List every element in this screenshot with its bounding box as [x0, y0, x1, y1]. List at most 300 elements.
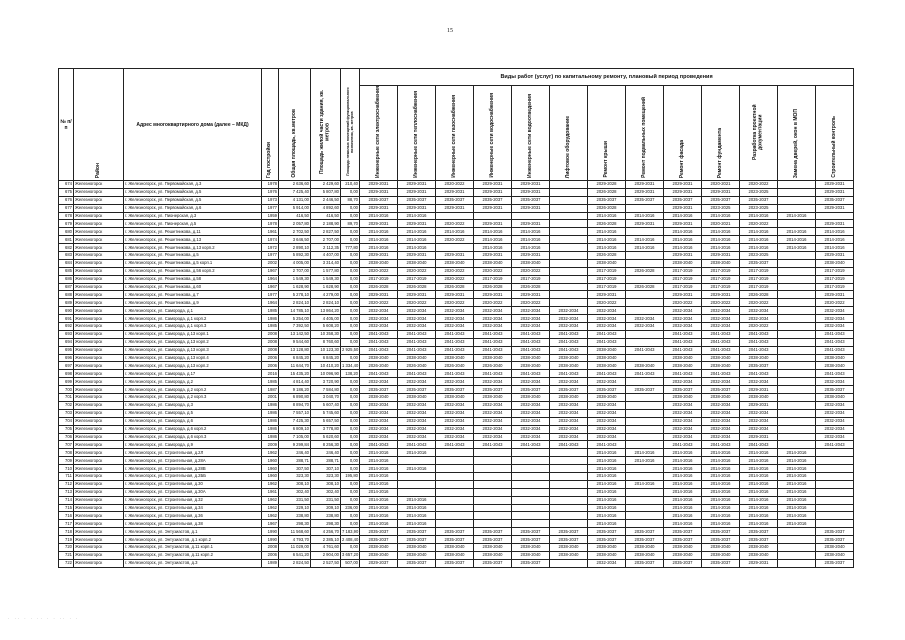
work-period-cell: 2020-2022 — [436, 220, 474, 228]
work-period-cell: 2017-2019 — [740, 283, 778, 291]
work-period-cell: 2032-2034 — [702, 425, 740, 433]
work-period-cell: 2029-2031 — [816, 291, 854, 299]
total-area-cell: 2 057,80 — [279, 220, 311, 228]
work-period-cell: 2020-2021 — [702, 181, 740, 189]
year-cell: 1985 — [262, 323, 279, 331]
work-period-cell: 2014-2016 — [474, 244, 512, 252]
year-cell: 2008 — [262, 543, 279, 551]
work-period-cell: 2041-2043 — [816, 346, 854, 354]
district-cell: Железногорск — [74, 401, 124, 409]
living-area-cell: 5 620,60 — [311, 433, 341, 441]
total-area-cell: 4 005,00 — [279, 259, 311, 267]
living-area-cell: 2 707,00 — [311, 236, 341, 244]
table-row — [59, 283, 854, 291]
work-period-cell: 2032-2034 — [702, 401, 740, 409]
work-period-cell: 2029-2031 — [702, 291, 740, 299]
work-period-cell: 2038-2040 — [512, 551, 550, 559]
total-area-cell: 3 646,50 — [279, 236, 311, 244]
table-row — [59, 409, 854, 417]
living-area-cell: 416,50 — [311, 212, 341, 220]
work-period-cell: 2014-2016 — [626, 449, 664, 457]
work-period-cell: 2014-2016 — [740, 520, 778, 528]
work-period-cell: 2035-2037 — [512, 386, 550, 394]
year-cell: 1976 — [262, 188, 279, 196]
work-period-cell: 2020-2022 — [512, 299, 550, 307]
work-period-cell: 2041-2043 — [360, 338, 398, 346]
functional-area-cell: 210,40 — [341, 181, 360, 189]
work-period-cell: 2032-2034 — [664, 315, 702, 323]
living-area-cell: 3 314,40 — [311, 259, 341, 267]
work-period-cell — [778, 362, 816, 370]
district-cell: Железногорск — [74, 409, 124, 417]
functional-area-cell: 0,00 — [341, 441, 360, 449]
work-period-cell: 2014-2016 — [626, 480, 664, 488]
row-number-cell: 709 — [59, 457, 74, 465]
work-period-cell: 2014-2016 — [664, 457, 702, 465]
table-row — [59, 307, 854, 315]
work-period-cell: 2035-2037 — [474, 196, 512, 204]
work-period-cell: 2041-2043 — [702, 338, 740, 346]
work-period-cell: 2029-2031 — [664, 220, 702, 228]
work-period-cell: 2038-2040 — [588, 354, 626, 362]
work-period-cell: 2038-2040 — [702, 259, 740, 267]
work-period-cell — [550, 559, 588, 567]
living-area-cell: 2 904,00 — [311, 551, 341, 559]
work-period-cell: 2014-2016 — [816, 228, 854, 236]
work-period-cell — [816, 480, 854, 488]
work-period-cell: 2038-2040 — [816, 543, 854, 551]
living-area-cell: 4 761,60 — [311, 543, 341, 551]
table-row — [59, 244, 854, 252]
year-cell: 2001 — [262, 394, 279, 402]
work-period-cell — [550, 480, 588, 488]
work-period-cell: 2029-2031 — [436, 188, 474, 196]
district-cell: Железногорск — [74, 386, 124, 394]
address-cell: г. Железногорск, ул. Решетникова, д.11 — [124, 228, 262, 236]
work-period-cell: 2035-2037 — [398, 559, 436, 567]
year-cell: 2008 — [262, 330, 279, 338]
work-period-cell: 2032-2034 — [474, 315, 512, 323]
work-period-cell: 2032-2034 — [588, 409, 626, 417]
work-period-cell: 2041-2043 — [702, 330, 740, 338]
work-period-cell: 2014-2016 — [588, 496, 626, 504]
year-cell: 1985 — [262, 307, 279, 315]
work-period-cell — [436, 496, 474, 504]
work-period-cell: 2014-2016 — [664, 512, 702, 520]
work-period-cell — [816, 472, 854, 480]
work-period-cell: 2041-2043 — [588, 338, 626, 346]
work-period-cell: 2041-2043 — [664, 370, 702, 378]
work-period-cell: 2014-2016 — [360, 228, 398, 236]
work-period-cell — [436, 520, 474, 528]
work-period-cell: 2029-2031 — [664, 204, 702, 212]
district-cell: Железногорск — [74, 181, 124, 189]
living-area-cell: 1 628,90 — [311, 283, 341, 291]
living-area-cell: 4 279,00 — [311, 291, 341, 299]
work-period-cell: 2014-2016 — [588, 480, 626, 488]
work-period-cell: 2029-2031 — [702, 188, 740, 196]
total-area-cell: 5 914,00 — [279, 204, 311, 212]
work-period-cell: 2014-2016 — [740, 488, 778, 496]
work-period-cell: 2038-2040 — [474, 551, 512, 559]
work-period-cell: 2035-2037 — [588, 528, 626, 536]
work-period-cell: 2038-2040 — [702, 543, 740, 551]
work-period-cell — [512, 472, 550, 480]
work-period-cell: 2032-2034 — [398, 409, 436, 417]
district-cell: Железногорск — [74, 488, 124, 496]
work-period-cell — [778, 441, 816, 449]
row-number-cell: 702 — [59, 401, 74, 409]
col-district-header: Район — [74, 69, 124, 181]
row-number-cell: 691 — [59, 315, 74, 323]
year-cell: 1978 — [262, 220, 279, 228]
work-period-cell: 2035-2037 — [740, 536, 778, 544]
district-cell: Железногорск — [74, 465, 124, 473]
work-period-cell: 2014-2016 — [778, 488, 816, 496]
work-period-cell: 2014-2016 — [360, 488, 398, 496]
work-period-cell — [626, 401, 664, 409]
functional-area-cell: 0,00 — [341, 275, 360, 283]
work-period-cell — [474, 520, 512, 528]
work-period-cell: 2032-2034 — [474, 433, 512, 441]
row-number-cell: 695 — [59, 346, 74, 354]
work-period-cell — [550, 283, 588, 291]
work-period-cell: 2032-2034 — [550, 378, 588, 386]
work-period-cell: 2020-2022 — [398, 267, 436, 275]
district-cell: Железногорск — [74, 220, 124, 228]
work-period-cell: 2038-2040 — [398, 259, 436, 267]
work-period-cell: 2041-2043 — [360, 330, 398, 338]
year-cell: 2009 — [262, 441, 279, 449]
work-period-cell: 2029-2031 — [360, 252, 398, 260]
work-period-cell: 2032-2034 — [436, 433, 474, 441]
work-period-cell: 2014-2016 — [778, 512, 816, 520]
work-period-cell: 2032-2034 — [664, 307, 702, 315]
work-period-cell: 2032-2034 — [550, 323, 588, 331]
work-period-cell — [778, 354, 816, 362]
work-period-cell: 2041-2043 — [360, 346, 398, 354]
functional-area-cell: 0,00 — [341, 386, 360, 394]
functional-area-cell: 0,00 — [341, 323, 360, 331]
work-period-cell: 2041-2043 — [436, 346, 474, 354]
work-period-cell: 2032-2034 — [550, 401, 588, 409]
work-period-cell: 2014-2016 — [360, 212, 398, 220]
work-period-cell: 2029-2031 — [512, 252, 550, 260]
work-period-cell: 2032-2034 — [512, 378, 550, 386]
work-period-cell — [778, 315, 816, 323]
address-cell: г. Железногорск, ул. Саморода, д.6 — [124, 417, 262, 425]
address-cell: г. Железногорск, ул. Строительная, д.38 — [124, 520, 262, 528]
work-period-cell: 2026-2028 — [588, 188, 626, 196]
work-period-cell: 2014-2016 — [664, 496, 702, 504]
work-period-cell: 2014-2016 — [740, 496, 778, 504]
work-period-cell: 2029-2031 — [398, 252, 436, 260]
table-row — [59, 472, 854, 480]
year-cell: 1959 — [262, 212, 279, 220]
address-cell: г. Железногорск, ул. Саморода, д.13 корп.1 — [124, 330, 262, 338]
work-period-cell: 2014-2016 — [778, 244, 816, 252]
address-cell: г. Железногорск, ул. Саморода, д.3 — [124, 401, 262, 409]
work-period-cell: 2041-2043 — [474, 441, 512, 449]
row-number-cell: 687 — [59, 283, 74, 291]
district-cell: Железногорск — [74, 275, 124, 283]
table-row — [59, 252, 854, 260]
total-area-cell: 1 628,90 — [279, 283, 311, 291]
address-cell: г. Железногорск, ул. Саморода, д.13 корп.3 — [124, 346, 262, 354]
living-area-cell: 308,10 — [311, 480, 341, 488]
work-period-cell: 2017-2019 — [664, 275, 702, 283]
work-period-cell: 2035-2037 — [588, 536, 626, 544]
work-period-cell: 2014-2016 — [360, 236, 398, 244]
district-cell: Железногорск — [74, 338, 124, 346]
total-area-cell: 246,40 — [279, 449, 311, 457]
year-cell: 1986 — [262, 417, 279, 425]
work-period-cell: 2014-2016 — [436, 228, 474, 236]
work-period-cell: 2038-2040 — [702, 551, 740, 559]
work-period-cell — [778, 425, 816, 433]
year-cell: 2016 — [262, 370, 279, 378]
work-period-cell: 2029-2031 — [664, 252, 702, 260]
living-area-cell: 323,30 — [311, 472, 341, 480]
row-number-cell: 710 — [59, 465, 74, 473]
table-row — [59, 291, 854, 299]
table-row — [59, 330, 854, 338]
total-area-cell: 6 541,20 — [279, 551, 311, 559]
work-period-cell: 2038-2040 — [360, 543, 398, 551]
work-period-cell: 2020-2022 — [740, 220, 778, 228]
work-period-cell: 2032-2034 — [436, 425, 474, 433]
work-period-cell: 2038-2040 — [588, 259, 626, 267]
work-period-cell: 2035-2037 — [360, 196, 398, 204]
work-period-cell: 2041-2043 — [740, 338, 778, 346]
work-period-cell — [550, 204, 588, 212]
work-period-cell — [474, 449, 512, 457]
functional-area-cell: 0,00 — [341, 480, 360, 488]
work-period-cell: 2041-2043 — [398, 338, 436, 346]
work-period-cell: 2014-2016 — [702, 520, 740, 528]
work-period-cell — [816, 212, 854, 220]
work-period-cell: 2035-2037 — [398, 386, 436, 394]
work-period-cell: 2038-2040 — [360, 551, 398, 559]
work-period-cell: 2032-2034 — [816, 417, 854, 425]
work-period-cell — [816, 449, 854, 457]
address-cell: г. Железногорск, ул. Саморода, д.6 корп.2 — [124, 425, 262, 433]
work-period-cell: 2035-2037 — [626, 196, 664, 204]
work-period-cell: 2014-2016 — [664, 472, 702, 480]
row-number-cell: 704 — [59, 417, 74, 425]
work-period-cell: 2032-2034 — [474, 417, 512, 425]
work-period-cell: 2035-2037 — [740, 259, 778, 267]
functional-area-cell: 0,00 — [341, 449, 360, 457]
district-cell: Железногорск — [74, 457, 124, 465]
address-cell: г. Железногорск, ул. Решетникова, д.60 — [124, 283, 262, 291]
work-period-cell: 2014-2016 — [740, 512, 778, 520]
work-period-cell — [512, 480, 550, 488]
table-row — [59, 196, 854, 204]
work-period-cell: 2041-2043 — [436, 441, 474, 449]
work-period-cell: 2032-2034 — [702, 378, 740, 386]
living-area-cell: 5 657,50 — [311, 417, 341, 425]
work-period-cell: 2038-2040 — [512, 543, 550, 551]
district-cell: Железногорск — [74, 228, 124, 236]
total-area-cell: 229,10 — [279, 504, 311, 512]
work-period-cell: 2035-2037 — [588, 196, 626, 204]
living-area-cell: 3 778,80 — [311, 425, 341, 433]
living-area-cell: 5 807,80 — [311, 188, 341, 196]
work-period-cell — [436, 512, 474, 520]
work-period-cell: 2029-2031 — [512, 291, 550, 299]
work-period-cell: 2032-2034 — [740, 307, 778, 315]
work-period-cell: 2038-2040 — [474, 259, 512, 267]
work-period-cell: 2038-2040 — [626, 551, 664, 559]
row-number-cell: 721 — [59, 551, 74, 559]
work-type-header: Инженерные сети электроснабжения — [360, 86, 398, 181]
work-period-cell — [550, 520, 588, 528]
work-period-cell: 2038-2040 — [664, 362, 702, 370]
row-number-cell: 693 — [59, 330, 74, 338]
work-period-cell: 2032-2034 — [436, 401, 474, 409]
district-cell: Железногорск — [74, 362, 124, 370]
row-number-cell: 714 — [59, 496, 74, 504]
work-period-cell: 2029-2031 — [740, 559, 778, 567]
work-period-cell: 2029-2031 — [664, 181, 702, 189]
work-period-cell — [778, 220, 816, 228]
table-row — [59, 520, 854, 528]
work-period-cell — [778, 370, 816, 378]
work-period-cell: 2029-2031 — [360, 181, 398, 189]
work-period-cell: 2029-2031 — [816, 188, 854, 196]
work-period-cell: 2038-2040 — [550, 354, 588, 362]
work-period-cell: 2038-2040 — [512, 394, 550, 402]
district-cell: Железногорск — [74, 267, 124, 275]
table-row — [59, 354, 854, 362]
total-area-cell: 11 644,70 — [279, 362, 311, 370]
work-period-cell: 2032-2034 — [436, 315, 474, 323]
work-period-cell: 2014-2016 — [360, 457, 398, 465]
living-area-cell: 2 112,35 — [311, 244, 341, 252]
work-period-cell: 2032-2034 — [398, 425, 436, 433]
work-period-cell: 2035-2037 — [512, 528, 550, 536]
work-period-cell: 2020-2022 — [740, 323, 778, 331]
work-period-cell: 2014-2016 — [664, 212, 702, 220]
district-cell: Железногорск — [74, 472, 124, 480]
district-cell: Железногорск — [74, 259, 124, 267]
work-period-cell: 2014-2016 — [398, 496, 436, 504]
row-number-cell: 707 — [59, 441, 74, 449]
work-period-cell: 2032-2034 — [816, 323, 854, 331]
work-period-cell: 2032-2034 — [740, 417, 778, 425]
table-row — [59, 188, 854, 196]
work-period-cell: 2041-2043 — [816, 441, 854, 449]
work-period-cell: 2029-2031 — [474, 252, 512, 260]
col-functional-area-header: Площадь нежилых помещений функционального назначения, кв. метров — [341, 69, 360, 181]
work-period-cell: 2014-2016 — [778, 449, 816, 457]
table-row — [59, 228, 854, 236]
work-period-cell: 2032-2034 — [588, 417, 626, 425]
work-type-header: Замена дверей, окон в МОП — [778, 86, 816, 181]
row-number-cell: 681 — [59, 236, 74, 244]
work-period-cell — [626, 299, 664, 307]
year-cell: 1960 — [262, 472, 279, 480]
work-period-cell: 2041-2043 — [436, 370, 474, 378]
work-period-cell: 2014-2016 — [702, 480, 740, 488]
total-area-cell: 6 845,20 — [279, 354, 311, 362]
table-row — [59, 338, 854, 346]
total-area-cell: 7 425,30 — [279, 417, 311, 425]
work-period-cell: 2029-2031 — [360, 188, 398, 196]
work-period-cell — [778, 283, 816, 291]
work-period-cell: 2041-2043 — [474, 330, 512, 338]
work-period-cell: 2041-2043 — [588, 330, 626, 338]
work-period-cell — [778, 275, 816, 283]
row-number-cell: 689 — [59, 299, 74, 307]
district-cell: Железногорск — [74, 196, 124, 204]
work-period-cell — [550, 188, 588, 196]
work-period-cell: 2014-2016 — [740, 228, 778, 236]
work-period-cell: 2014-2016 — [626, 212, 664, 220]
district-cell: Железногорск — [74, 559, 124, 567]
work-period-cell: 2014-2016 — [360, 512, 398, 520]
work-period-cell: 2032-2034 — [398, 378, 436, 386]
work-period-cell — [778, 536, 816, 544]
work-period-cell: 2026-2028 — [588, 220, 626, 228]
functional-area-cell: 88,70 — [341, 196, 360, 204]
functional-area-cell: 0,00 — [341, 543, 360, 551]
table-row — [59, 220, 854, 228]
work-period-cell — [512, 457, 550, 465]
row-number-cell: 679 — [59, 220, 74, 228]
work-period-cell: 2038-2040 — [436, 551, 474, 559]
work-period-cell: 2038-2040 — [398, 354, 436, 362]
row-number-cell: 712 — [59, 480, 74, 488]
work-period-cell: 2032-2034 — [512, 409, 550, 417]
functional-area-cell: 2 925,50 — [342, 347, 359, 353]
work-period-cell: 2041-2043 — [398, 370, 436, 378]
work-period-cell: 2035-2037 — [398, 528, 436, 536]
work-period-cell — [436, 244, 474, 252]
year-cell: 1964 — [262, 299, 279, 307]
work-period-cell: 2014-2016 — [664, 520, 702, 528]
work-period-cell: 2029-2031 — [816, 181, 854, 189]
living-area-cell: 7 584,80 — [311, 386, 341, 394]
address-cell: г. Железногорск, ул. Саморода, д.6 корп.3 — [124, 433, 262, 441]
work-period-cell: 2014-2016 — [740, 236, 778, 244]
work-period-cell: 2026-2028 — [474, 283, 512, 291]
work-period-cell: 2014-2016 — [512, 228, 550, 236]
work-period-cell: 2014-2016 — [398, 504, 436, 512]
work-period-cell: 2014-2016 — [664, 244, 702, 252]
work-period-cell: 2020-2022 — [816, 299, 854, 307]
work-period-cell: 2038-2040 — [626, 543, 664, 551]
work-period-cell — [436, 488, 474, 496]
functional-area-cell: 0,00 — [341, 433, 360, 441]
col-address-header: Адрес многоквартирного дома (далее – МКД) — [124, 69, 262, 181]
functional-area-cell: 0,00 — [341, 299, 360, 307]
work-type-header: Лифтовое оборудование — [550, 86, 588, 181]
address-cell: г. Железногорск, ул. Строительная, д.28В — [124, 465, 262, 473]
work-period-cell: 2020-2022 — [436, 236, 474, 244]
living-area-cell: 6 845,20 — [311, 354, 341, 362]
functional-area-cell: 0,00 — [341, 417, 360, 425]
work-period-cell: 2017-2019 — [702, 267, 740, 275]
district-cell: Железногорск — [74, 212, 124, 220]
work-period-cell: 2029-2031 — [816, 252, 854, 260]
work-period-cell: 2014-2016 — [360, 465, 398, 473]
total-area-cell: 5 254,00 — [279, 315, 311, 323]
work-period-cell: 2020-2022 — [702, 299, 740, 307]
work-period-cell — [550, 236, 588, 244]
row-number-cell: 715 — [59, 504, 74, 512]
